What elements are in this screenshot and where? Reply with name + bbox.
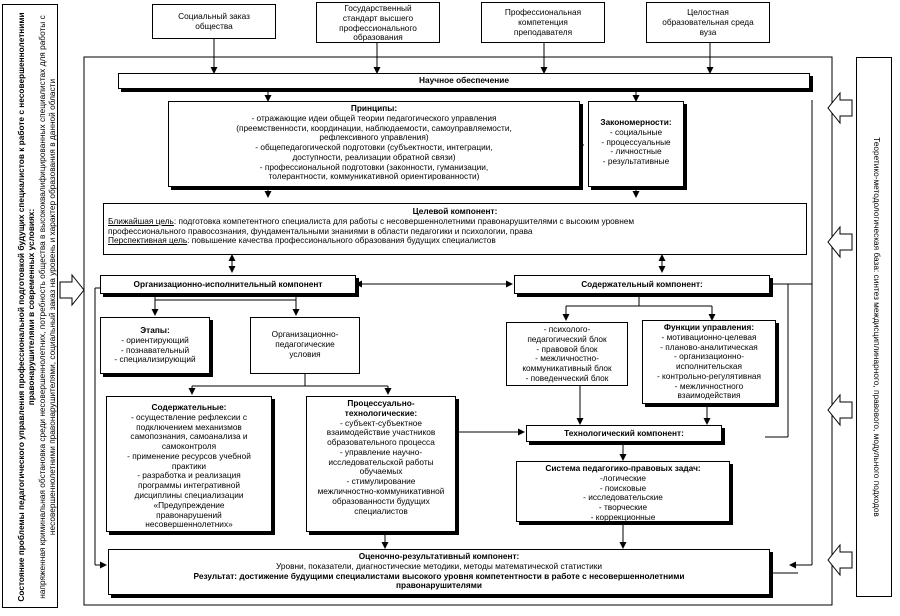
stage-line: - специализирующий [114, 354, 196, 365]
conditions-line: условия [289, 348, 321, 359]
condition-line: программы интегративной [138, 480, 240, 491]
conditions-branch-lines [192, 374, 388, 394]
task-line: - исследовательские [583, 492, 663, 503]
condition-line: «Предупреждение [153, 499, 225, 510]
tasks-system-title: Система педагогико-правовых задач: [545, 463, 701, 473]
input-line: преподавателя [513, 26, 573, 37]
task-line: - поисковые [599, 482, 647, 493]
regularity-line: - результативные [602, 156, 670, 167]
tech-component-title: Технологический компонент: [564, 428, 684, 438]
condition-line: правонарушений [156, 509, 222, 520]
function-line: взаимодействия [677, 390, 741, 401]
input-line: Профессиональная [504, 7, 582, 17]
process-line: обучаемых [359, 466, 403, 477]
input-educational-environment [646, 2, 770, 43]
content-conditions-title: Содержательные: [151, 402, 227, 412]
input-line: образовательная среда [662, 16, 754, 27]
problem-state-panel [2, 4, 58, 608]
condition-line: самоконтроля [161, 441, 217, 452]
condition-line: самопознания, самоанализа и [130, 431, 248, 442]
science-arrows [268, 89, 636, 101]
condition-line: - разработка и реализация [137, 470, 241, 481]
input-line: профессионального [339, 22, 417, 33]
evaluation-title: Оценочно-результативный компонент: [358, 551, 520, 561]
process-line: исследовательской работы [328, 456, 434, 467]
function-line: - межличностного [674, 380, 744, 391]
principle-line: - профессиональной подготовки (законности, гуманизации, [259, 161, 489, 172]
regularity-line: - личностные [610, 146, 662, 157]
principle-line: толерантности, коммуникативной ориентированности) [268, 171, 480, 182]
target-component-box [103, 203, 807, 255]
task-line: - коррекционные [590, 511, 656, 522]
input-line: образования [353, 32, 403, 43]
far-goal-label: Перспективная цель [108, 235, 188, 246]
condition-line: - осуществление рефлексии с [130, 411, 247, 422]
conditions-line: педагогические [275, 338, 335, 349]
condition-line: подключением механизмов [136, 421, 242, 432]
tech-component-box [526, 425, 722, 442]
tasks-system-box [516, 461, 730, 522]
principle-line: - отражающие идеи общей теории педагогического управления [251, 112, 497, 123]
near-goal-label: Ближайшая цель [108, 215, 174, 226]
input-line: вуза [699, 26, 717, 37]
input-state-standard [316, 2, 440, 43]
input-line: компетенция [518, 16, 568, 27]
process-conditions-title: Процессуально- [347, 398, 415, 408]
function-line: - планово-аналитическая [660, 341, 758, 352]
to-target-lines [268, 187, 636, 197]
input-social-order [152, 4, 276, 39]
input-line: стандарт высшего [342, 12, 414, 23]
evaluation-box [108, 549, 770, 595]
org-component-title: Организационно-исполнительный компонент [133, 279, 323, 289]
stage-line: - познавательный [120, 344, 190, 355]
problem-body-line: напряженная криминальная обстановка среди несовершеннолетних, потребность общества в высококвалифицированных специалистах для работы с [36, 15, 47, 599]
principle-line: доступности, реализации обратной связи) [292, 151, 456, 162]
function-line: - организационно- [674, 351, 744, 362]
input-teacher-competence [481, 2, 605, 43]
stages-title: Этапы: [140, 325, 170, 335]
top-input-arrows [214, 39, 710, 73]
function-line: - контрольно-регулятивная [656, 370, 762, 381]
content-blocks-box [506, 322, 628, 386]
regularities-box [588, 101, 684, 187]
process-conditions-box [306, 396, 456, 532]
principle-line: рефлексивного управления) [319, 132, 429, 143]
result-line: правонарушителями [396, 580, 482, 591]
function-line: - мотивационно-целевая [661, 331, 757, 342]
far-goal-text: : повышение качества профессионального образования будущих специалистов [187, 235, 496, 246]
block-line: - правовой блок [536, 343, 598, 354]
input-line: Государственный [344, 3, 412, 13]
block-line: педагогический блок [527, 333, 607, 344]
near-goal-text: : подготовка компетентного специалиста для работы с несовершеннолетними правонарушителями с высоким уровнем [173, 215, 635, 226]
principle-line: (преемственности, координации, наблюдаемости, самоуправляемости, [236, 122, 512, 133]
org-branch-lines [155, 294, 296, 315]
block-line: коммуникативный блок [522, 363, 612, 374]
stages-box [100, 317, 210, 374]
task-line: -логические [600, 472, 646, 483]
management-functions-box [642, 320, 776, 404]
methodology-line: Теоретико-методологическая база: синтез междисциплинарного, правового, модульного подходов [872, 137, 882, 517]
problem-body-line: несовершеннолетними правонарушителями, социальный заказ на уровень и характер образования в данной области [47, 78, 58, 536]
process-line: образовательного процесса [327, 437, 435, 448]
org-ped-conditions-box [250, 317, 360, 374]
process-line: - управление научно- [339, 446, 423, 457]
target-component-arrows [232, 255, 662, 272]
target-title: Целевой компонент: [412, 206, 498, 216]
input-line: Социальный заказ [178, 11, 250, 21]
problem-title-line: Состояние проблемы педагогического управления профессиональной подготовкой будущих специалистов к работе с несовершеннолетними [16, 12, 26, 602]
content-branch-lines [566, 294, 712, 320]
process-line: - стимулирование [346, 476, 416, 487]
condition-line: практики [171, 460, 207, 471]
content-conditions-box [106, 396, 272, 532]
problem-state-text [16, 5, 58, 608]
function-line: исполнительская [675, 361, 743, 372]
scientific-support-title: Научное обеспечение [419, 75, 509, 85]
scientific-support-box [118, 73, 810, 89]
regularity-line: - процессуальные [601, 136, 671, 147]
methodology-base-panel [856, 57, 892, 597]
condition-line: - применение ресурсов учебной [127, 450, 251, 461]
process-line: взаимодействие участников [326, 427, 436, 438]
process-line: межличностно-коммуникативной [317, 486, 445, 497]
management-functions-title: Функции управления: [663, 322, 755, 332]
principles-box [168, 101, 580, 187]
condition-line: несовершеннолетних» [145, 519, 233, 530]
result-line: Результат: достижение будущими специалистами высокого уровня компетентности в работе с несовершеннолетними [193, 570, 685, 581]
block-line: - межличностно- [535, 353, 599, 364]
regularities-title: Закономерности: [600, 117, 672, 127]
problem-title-line: правонарушителями в современных условиях: [26, 208, 37, 406]
near-goal-text-cont: профессионального правосознания, фундаментальными знаниями в области педагогики и психологии, права [108, 225, 533, 236]
methodology-base-text [868, 57, 882, 597]
input-line: Целостная [687, 7, 729, 17]
content-component-box [514, 275, 770, 294]
evaluation-line: Уровни, показатели, диагностические методики, методы математической статистики [275, 560, 603, 571]
process-conditions-title: технологические: [344, 407, 418, 418]
stage-line: - ориентирующий [121, 334, 189, 345]
block-line: - поведенческий блок [525, 372, 609, 383]
conditions-line: Организационно- [271, 329, 339, 339]
input-line: общества [195, 20, 233, 31]
process-line: - субъект-субъектное [339, 417, 423, 428]
task-line: - творческие [598, 502, 648, 513]
org-component-box [100, 275, 356, 294]
regularity-line: - социальные [609, 126, 663, 137]
principle-line: - общепедагогической подготовки (субъектности, интеграции, [255, 142, 493, 153]
process-line: специалистов [354, 505, 408, 516]
block-line: - психолого- [543, 324, 591, 334]
principles-title: Принципы: [350, 103, 398, 113]
content-component-title: Содержательный компонент: [581, 279, 703, 289]
process-line: образованности будущих [332, 495, 430, 506]
condition-line: дисциплины специализации [134, 490, 244, 501]
